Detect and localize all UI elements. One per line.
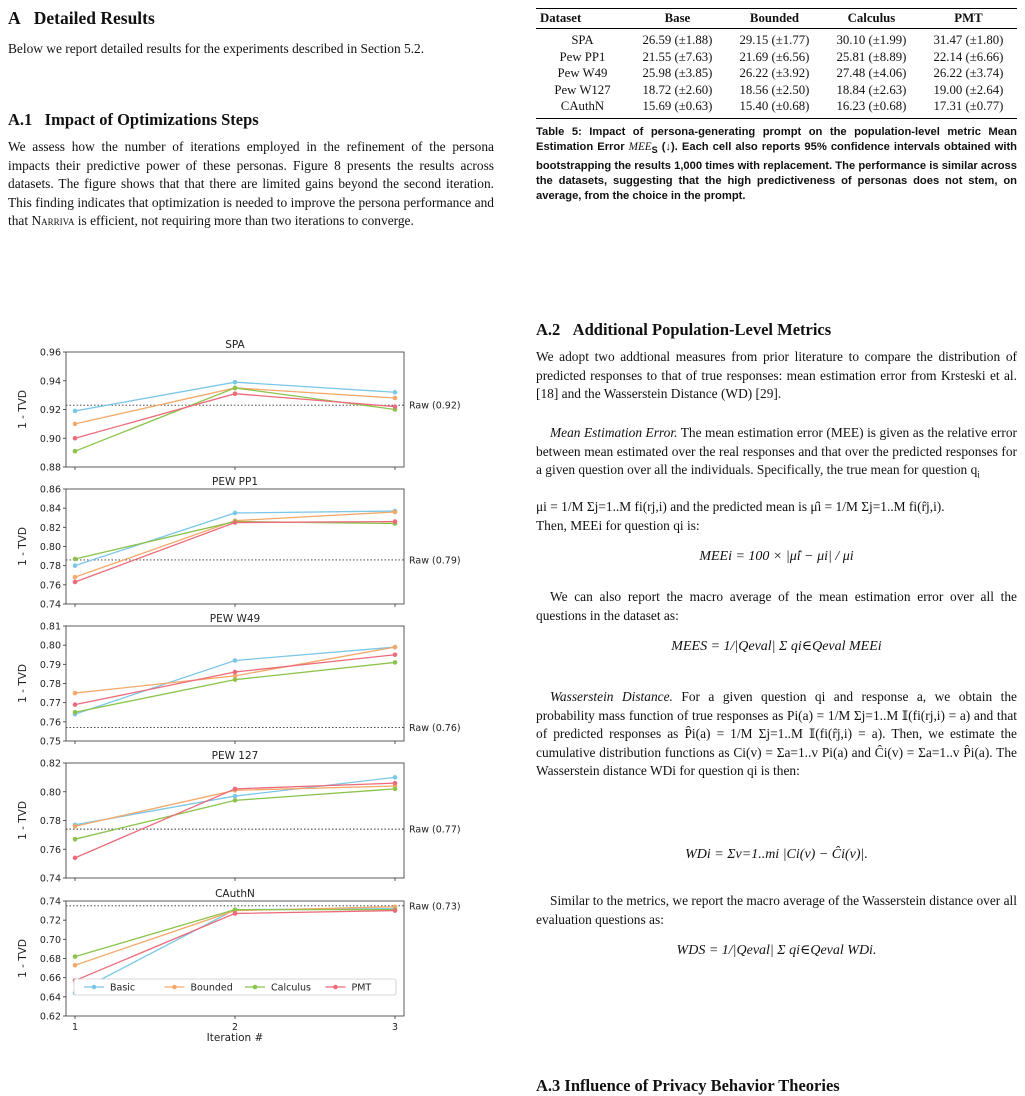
y-tick-label: 0.77 bbox=[39, 698, 61, 710]
data-point bbox=[73, 691, 78, 696]
table-caption bbox=[536, 125, 1017, 205]
y-tick-label: 0.79 bbox=[39, 659, 61, 671]
macro-paragraph: We can also report the macro average of the mean estimation error over all the questions in the dataset as: bbox=[536, 589, 1017, 623]
data-point bbox=[233, 658, 238, 663]
data-point bbox=[73, 856, 78, 861]
table-cell-value: 18.84 (±2.63) bbox=[836, 82, 907, 97]
subsection-a2-paragraph: We adopt two addtional measures from prior literature to compare the distribution of predicted responses to that of true responses: mean estimation error from Krsteski et al. [18] and the Wasserstein Distance (WD) [29]. bbox=[536, 349, 1017, 402]
section-label: A bbox=[8, 8, 21, 28]
y-tick-label: 0.76 bbox=[39, 580, 61, 592]
y-tick-label: 0.81 bbox=[39, 621, 61, 633]
x-tick-label: 2 bbox=[231, 1022, 239, 1033]
legend-marker bbox=[92, 985, 97, 990]
figure-8-line-charts bbox=[8, 336, 494, 1044]
table-cell-value: 27.48 (±4.06) bbox=[836, 66, 907, 80]
data-point bbox=[73, 409, 78, 414]
y-tick-label: 0.96 bbox=[39, 347, 61, 359]
y-tick-label: 0.78 bbox=[39, 679, 61, 690]
data-point bbox=[73, 449, 78, 454]
data-point bbox=[73, 575, 78, 580]
data-point bbox=[233, 520, 238, 525]
mee-equation: MEEi = 100 × |μ̂i − μi| / μi bbox=[699, 549, 854, 564]
legend-label: Bounded bbox=[190, 982, 233, 994]
table-cell-value: 15.69 (±0.63) bbox=[629, 98, 726, 118]
data-point bbox=[233, 794, 238, 799]
y-axis-label: 1 - TVD bbox=[17, 939, 29, 978]
y-tick-label: 0.94 bbox=[39, 376, 61, 388]
data-point bbox=[233, 677, 238, 682]
section-heading bbox=[8, 8, 155, 29]
y-tick-label: 0.82 bbox=[39, 758, 61, 770]
data-point bbox=[393, 404, 398, 409]
data-point bbox=[233, 787, 238, 792]
data-point bbox=[73, 436, 78, 441]
y-tick-label: 0.78 bbox=[39, 816, 61, 827]
data-point bbox=[233, 911, 238, 916]
data-point bbox=[73, 710, 78, 715]
subsection-a2-heading bbox=[536, 320, 831, 340]
table-cell-dataset: Pew W127 bbox=[554, 82, 611, 97]
y-tick-label: 0.74 bbox=[39, 896, 61, 908]
table-cell-value: 26.59 (±1.88) bbox=[642, 33, 713, 47]
mee-then-line: Then, MEEi for question qi is: bbox=[536, 518, 700, 533]
chart-frame bbox=[66, 626, 404, 741]
data-point bbox=[73, 954, 78, 959]
data-point bbox=[233, 391, 238, 396]
table-row bbox=[536, 98, 1017, 118]
y-tick-label: 0.78 bbox=[39, 561, 61, 573]
y-tick-label: 0.68 bbox=[39, 954, 61, 965]
y-tick-label: 0.74 bbox=[39, 599, 61, 611]
results-table bbox=[536, 8, 1017, 119]
mee-formula-line: μi = 1/M Σj=1..M fi(rj,i) and the predicted mean is μ̂i = 1/M Σj=1..M fi(r̂j,i). bbox=[536, 499, 945, 514]
y-axis-label: 1 - TVD bbox=[17, 390, 29, 429]
baseline-label: Raw (0.73) bbox=[409, 901, 461, 913]
data-point bbox=[73, 580, 78, 585]
y-tick-label: 0.80 bbox=[39, 542, 61, 553]
chart-frame bbox=[66, 763, 404, 878]
table-row bbox=[536, 82, 1017, 99]
y-tick-label: 0.72 bbox=[39, 915, 61, 927]
data-point bbox=[73, 422, 78, 427]
wd-equation: WDi = Σv=1..mi |Ci(v) − Ĉi(v)|. bbox=[685, 847, 868, 862]
wd-paragraph bbox=[536, 688, 1017, 781]
wds-equation: WDS = 1/|Qeval| Σ qi∈Qeval WDi. bbox=[676, 943, 877, 958]
narriva-name: Narriva bbox=[31, 213, 75, 229]
intro-paragraph: Below we report detailed results for the experiments described in Section 5.2. bbox=[8, 41, 425, 56]
x-tick-label: 3 bbox=[391, 1022, 399, 1033]
data-point bbox=[393, 652, 398, 657]
a1-text-part1: We assess how the number of iterations employed in the refinement of the persona impacts their predictive power of these personas. Figure 8 presents the results across datasets. The figure shows that that there are limited gains beyond the second iteration. This finding indicates that optimization is needed to improve the persona performance and that bbox=[8, 139, 494, 229]
table-cell-value: 18.56 (±2.50) bbox=[739, 82, 810, 97]
data-point bbox=[393, 510, 398, 515]
y-tick-label: 0.84 bbox=[39, 503, 61, 515]
chart-title: SPA bbox=[225, 339, 245, 351]
section-title: Detailed Results bbox=[33, 8, 155, 28]
chart-title: PEW PP1 bbox=[211, 476, 259, 488]
series-line-calculus bbox=[75, 522, 395, 559]
y-axis-label: 1 - TVD bbox=[17, 801, 29, 840]
y-tick-label: 0.90 bbox=[39, 433, 61, 445]
baseline-label: Raw (0.79) bbox=[409, 555, 461, 567]
data-point bbox=[393, 908, 398, 913]
series-line-pmt bbox=[75, 522, 395, 582]
table-header-pmt: PMT bbox=[920, 9, 1017, 29]
chart-legend bbox=[74, 979, 396, 995]
legend-marker bbox=[172, 985, 177, 990]
mee-paragraph bbox=[536, 424, 1017, 484]
data-point bbox=[73, 563, 78, 568]
caption-part2: (↓). Each cell also reports 95% confidence intervals obtained with bootstrapping the results 1,000 times with replacement. The performance is similar across the datasets, suggesting that the high predictiveness of personas does not stem, on average, from the choice in the prompt. bbox=[536, 141, 1018, 203]
y-axis-label: 1 - TVD bbox=[17, 664, 29, 703]
y-tick-label: 0.64 bbox=[39, 992, 61, 1004]
caption-part1: Table 5: Impact of persona-generating prompt on the population-level metric Mean Estimation Error bbox=[536, 126, 1017, 154]
subsection-a2-title: Additional Population-Level Metrics bbox=[572, 320, 832, 339]
x-axis-label: Iteration # bbox=[206, 1032, 264, 1044]
legend-label: Calculus bbox=[271, 982, 311, 994]
legend-marker bbox=[253, 985, 258, 990]
table-cell-value: 25.81 (±8.89) bbox=[836, 49, 907, 64]
y-tick-label: 0.62 bbox=[39, 1011, 61, 1023]
data-point bbox=[393, 781, 398, 786]
subsection-a1-label: A.1 bbox=[8, 110, 33, 129]
y-tick-label: 0.75 bbox=[39, 736, 61, 748]
data-point bbox=[233, 511, 238, 516]
legend-marker bbox=[333, 985, 338, 990]
chart-panel bbox=[17, 476, 461, 611]
baseline-label: Raw (0.92) bbox=[409, 400, 461, 412]
y-axis-label: 1 - TVD bbox=[17, 527, 29, 566]
mee-heading: Mean Estimation Error. bbox=[550, 425, 678, 440]
table-cell-dataset: Pew W49 bbox=[557, 66, 608, 80]
table-row bbox=[536, 65, 1017, 82]
x-tick-label: 1 bbox=[71, 1022, 79, 1033]
table-cell-value: 30.10 (±1.99) bbox=[836, 33, 907, 47]
chart-title: CAuthN bbox=[215, 888, 255, 900]
caption-subscript: S bbox=[651, 145, 658, 156]
table-header-bounded: Bounded bbox=[726, 9, 823, 29]
table-cell-value: 31.47 (±1.80) bbox=[933, 33, 1004, 47]
chart-frame bbox=[66, 489, 404, 604]
a1-text-part2: is efficient, not requiring more than two iterations to converge. bbox=[74, 213, 414, 229]
data-point bbox=[73, 963, 78, 968]
chart-frame bbox=[66, 352, 404, 467]
data-point bbox=[73, 837, 78, 842]
data-point bbox=[233, 380, 238, 385]
mee-text-sub: i bbox=[977, 469, 980, 480]
data-point bbox=[73, 702, 78, 707]
chart-panel bbox=[17, 888, 461, 1044]
mees-equation: MEES = 1/|Qeval| Σ qi∈Qeval MEEi bbox=[671, 639, 882, 654]
table-cell-value: 16.23 (±0.68) bbox=[823, 98, 920, 118]
mee-text: The mean estimation error (MEE) is given as the relative error between mean estimated over the real responses and that over the predicted responses for a given question over all the individuals. Specifically, the true mean for question q bbox=[536, 425, 1017, 478]
table-cell-dataset: CAuthN bbox=[536, 98, 629, 118]
data-point bbox=[393, 660, 398, 665]
data-point bbox=[233, 386, 238, 391]
data-point bbox=[393, 787, 398, 792]
chart-panel bbox=[17, 750, 461, 885]
table-cell-value: 25.98 (±3.85) bbox=[642, 66, 713, 80]
series-line-calculus bbox=[75, 388, 395, 451]
wd-macro-paragraph: Similar to the metrics, we report the macro average of the Wasserstein distance over all evaluation questions as: bbox=[536, 893, 1017, 927]
wd-heading: Wasserstein Distance. bbox=[550, 689, 673, 704]
chart-frame bbox=[66, 901, 404, 1016]
data-point bbox=[73, 824, 78, 829]
caption-symbol: MEE bbox=[628, 141, 652, 154]
table-cell-value: 15.40 (±0.68) bbox=[726, 98, 823, 118]
table-body bbox=[536, 29, 1017, 119]
legend-label: Basic bbox=[110, 982, 136, 994]
wd-text: For a given question qi and response a, we obtain the probability mass function of true responses as Pi(a) = 1/M Σj=1..M 𝕀(fi(rj,i) = a) and that of predicted responses as P̂i(a) = 1/M Σj=1..M 𝕀(fi(r̂j,i) = a). Then, we estimate the cumulative distribution functions as Ci(v) = Σa=1..v Pi(a) and Ĉi(v) = Σa=1..v P̂i(a). The Wasserstein distance WDi for question qi is then: bbox=[536, 689, 1017, 779]
y-tick-label: 0.80 bbox=[39, 787, 61, 799]
chart-panel bbox=[17, 339, 461, 474]
chart-title: PEW 127 bbox=[211, 750, 259, 762]
y-tick-label: 0.92 bbox=[39, 405, 61, 416]
data-point bbox=[393, 775, 398, 780]
series-line-pmt bbox=[75, 911, 395, 981]
table-cell-value: 21.69 (±6.56) bbox=[739, 49, 810, 64]
y-tick-label: 0.66 bbox=[39, 973, 61, 985]
y-tick-label: 0.86 bbox=[39, 484, 61, 496]
table-cell-value: 19.00 (±2.64) bbox=[933, 82, 1004, 97]
data-point bbox=[73, 557, 78, 562]
table-cell-value: 17.31 (±0.77) bbox=[920, 98, 1017, 118]
subsection-a1-title: Impact of Optimizations Steps bbox=[44, 110, 259, 129]
subsection-a3-heading: A.3 Influence of Privacy Behavior Theories bbox=[536, 1076, 840, 1095]
table-row bbox=[536, 49, 1017, 66]
data-point bbox=[393, 519, 398, 524]
table-row bbox=[536, 29, 1017, 49]
y-tick-label: 0.88 bbox=[39, 462, 61, 474]
table-header-base: Base bbox=[629, 9, 726, 29]
baseline-label: Raw (0.76) bbox=[409, 723, 461, 735]
data-point bbox=[393, 396, 398, 401]
table-cell-value: 18.72 (±2.60) bbox=[642, 82, 713, 97]
chart-panel bbox=[17, 613, 461, 748]
y-tick-label: 0.74 bbox=[39, 873, 61, 885]
subsection-a2-label: A.2 bbox=[536, 320, 561, 339]
y-tick-label: 0.82 bbox=[39, 522, 61, 534]
table-cell-value: 22.14 (±6.66) bbox=[933, 49, 1004, 64]
table-cell-dataset: SPA bbox=[571, 33, 594, 47]
data-point bbox=[393, 390, 398, 395]
data-point bbox=[233, 798, 238, 803]
table-header-calculus: Calculus bbox=[823, 9, 920, 29]
baseline-label: Raw (0.77) bbox=[409, 824, 461, 836]
chart-title: PEW W49 bbox=[209, 613, 261, 625]
series-line-calculus bbox=[75, 910, 395, 957]
table-cell-dataset: Pew PP1 bbox=[559, 49, 606, 64]
y-tick-label: 0.80 bbox=[39, 640, 61, 652]
table-header-dataset: Dataset bbox=[536, 9, 629, 29]
legend-label: PMT bbox=[351, 982, 372, 994]
y-tick-label: 0.70 bbox=[39, 934, 61, 946]
y-tick-label: 0.76 bbox=[39, 717, 61, 729]
data-point bbox=[233, 670, 238, 675]
data-point bbox=[393, 645, 398, 650]
subsection-a1-heading bbox=[8, 110, 259, 130]
subsection-a1-paragraph bbox=[8, 138, 494, 231]
table-cell-value: 21.55 (±7.63) bbox=[642, 49, 713, 64]
table-cell-value: 26.22 (±3.74) bbox=[933, 66, 1004, 80]
y-tick-label: 0.76 bbox=[39, 844, 61, 856]
table-cell-value: 26.22 (±3.92) bbox=[739, 66, 810, 80]
table-cell-value: 29.15 (±1.77) bbox=[739, 33, 810, 47]
